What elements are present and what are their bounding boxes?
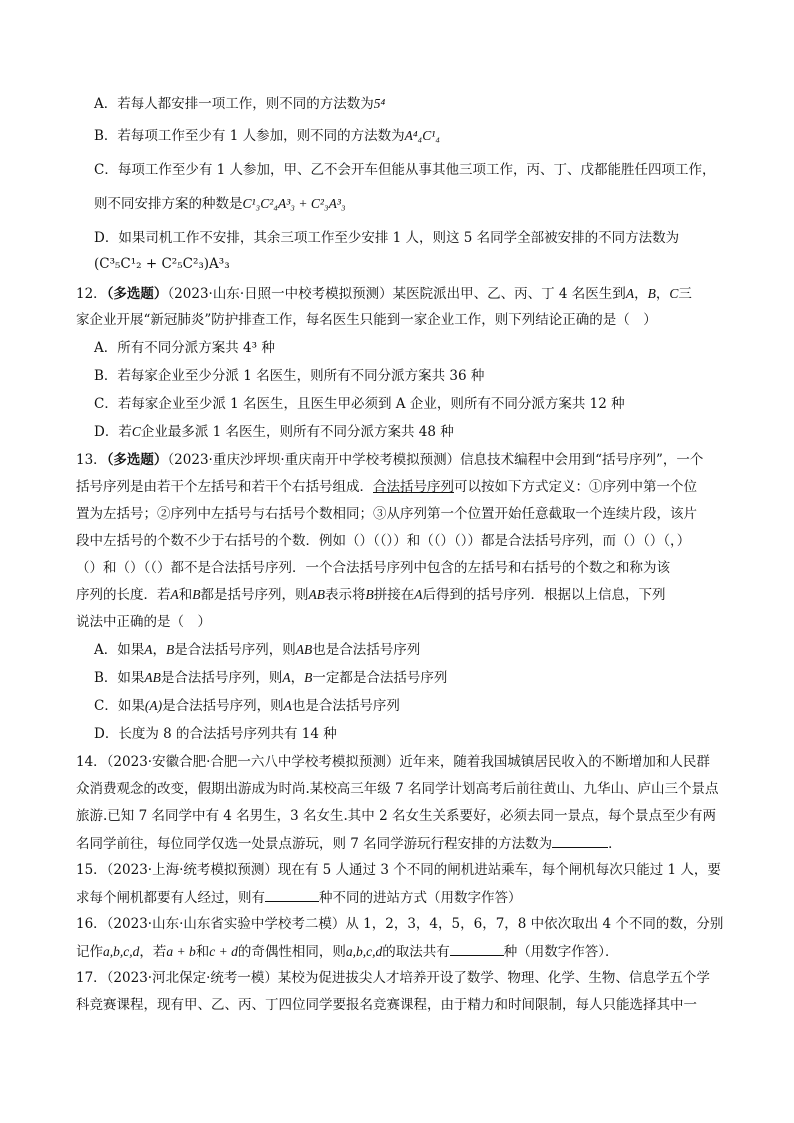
q13-option-a-post: 也是合法括号序列: [312, 642, 421, 658]
q11-option-b: [94, 126, 440, 146]
q14-line4: 名同学前往，每位同学仅选一处景点游玩，则 7 名同学游玩行程安排的方法数为 ．: [76, 833, 622, 854]
q12-option-d: [94, 422, 454, 442]
q12-text1-end: 三: [678, 286, 692, 302]
q13-option-b-m2: A: [282, 670, 291, 685]
q12-text1: （2023·山东·日照一中校考模拟预测）某医院派出甲、乙、丙、丁 4 名医生到: [167, 286, 626, 302]
q13-option-a: [94, 640, 420, 660]
q12-company-b: B: [647, 286, 656, 301]
q12-option-d-post: 企业最多派 1 名医生，则所有不同分派方案共 48 种: [140, 424, 454, 440]
q11-option-c-text: 则不同安排方案的种数是: [94, 196, 243, 212]
q13-text6-a: A: [170, 587, 179, 602]
q15-line2: [76, 887, 522, 908]
q11-option-c-math: C¹₃C²₄A³₃ + C²₃A³₃: [242, 196, 346, 211]
q12-company-c: C: [669, 286, 679, 301]
q16-line2-m2: a + b: [166, 944, 196, 959]
q16-line2-mid2: 和: [195, 944, 210, 960]
q13-option-d: D．长度为 8 的合法括号序列共有 14 种: [94, 726, 337, 742]
q13-text6-post: 后得到的括号序列．根据以上信息，下列: [422, 587, 666, 603]
q13-text2-underlined: 合法括号序列: [373, 479, 454, 495]
q13-option-a-comma: ，: [152, 642, 166, 658]
q13-option-c-pre: C．如果: [94, 698, 145, 714]
q13-option-a-m1: A: [144, 642, 153, 657]
q16-line2-mid3: 的奇偶性相同，则: [237, 944, 346, 960]
q13-text2-pre: 括号序列是由若干个左括号和若干个右括号组成．: [76, 479, 373, 495]
q15-line2-post: 种不同的进站方式（用数字作答）: [319, 890, 522, 906]
q13-option-b-m1: AB: [144, 670, 161, 685]
q12-comma2: ，: [655, 286, 670, 302]
q11-option-c-line2: [94, 194, 346, 214]
q16-line2-pre: 记作: [76, 944, 103, 960]
q13-text6-b2: B: [365, 587, 374, 602]
q13-option-a-m2: B: [166, 642, 175, 657]
q12-option-b: B．若每家企业至少分派 1 名医生，则所有不同分派方案共 36 种: [94, 368, 485, 384]
q16-line2-m1: a,b,c,d: [103, 944, 140, 959]
q11-option-a: [94, 94, 385, 114]
q12-option-d-pre: D．若: [94, 424, 132, 440]
q11-option-d-line1: D．如果司机工作不安排，其余三项工作至少安排 1 人，则这 5 名同学全部被安排的不同方法数为: [94, 230, 680, 246]
q13-option-a-pre: A．如果: [94, 642, 145, 658]
q13-option-a-mid: 是合法括号序列，则: [174, 642, 296, 658]
q16-line2-m3: c + d: [209, 944, 238, 959]
q13-stem-line3: 置为左括号；②序列中左括号与右括号个数相同；③从序列第一个位置开始任意截取一个连续片段，该片: [76, 506, 697, 522]
q11-option-a-text: A．若每人都安排一项工作，则不同的方法数为: [94, 96, 374, 112]
q13-stem-line6: [76, 585, 666, 605]
q13-text6-mid4: 拼接在: [373, 587, 415, 603]
q13-text6-mid1: 和: [178, 587, 193, 603]
q17-line2: 科竞赛课程，现有甲、乙、丙、丁四位同学要报名竞赛课程，由于精力和时间限制，每人只能选择其中一: [76, 997, 697, 1013]
q13-option-a-m3: AB: [295, 642, 313, 657]
answer-blank[interactable]: [450, 941, 504, 956]
q13-option-b-m3: B: [304, 670, 313, 685]
q11-option-b-text: B．若每项工作至少有 1 人参加，则不同的方法数为: [94, 128, 405, 144]
q13-option-c-mid: 是合法括号序列，则: [162, 698, 284, 714]
q16-line2-m4: a,b,c,d: [345, 944, 383, 959]
q14-line1: 14．（2023·安徽合肥·合肥一六八中学校考模拟预测）近年来，随着我国城镇居民收入的不断增加和人民群: [76, 754, 710, 770]
q17-line1: 17．（2023·河北保定·统考一模）某校为促进拔尖人才培养开设了数学、物理、化学、生物、信息学五个学: [76, 970, 710, 986]
q13-text6-ab: AB: [308, 587, 325, 602]
q12-stem-line1: [76, 284, 692, 304]
answer-blank[interactable]: [265, 887, 319, 902]
q12-number: 12．: [76, 286, 107, 302]
q16-line2-mid1: ，若: [139, 944, 167, 960]
q13-text6-mid3: 表示将: [325, 587, 366, 603]
q13-tag: （多选题）: [106, 452, 168, 468]
q11-option-a-math: 5⁴: [373, 96, 386, 111]
q13-option-b-mid: 是合法括号序列，则: [160, 670, 283, 686]
q13-option-c-m1: (A): [144, 698, 163, 713]
q12-tag: （多选题）: [106, 286, 168, 302]
q15-line2-pre: 求每个闸机都要有人经过，则有: [76, 890, 265, 906]
q14-line2: 众消费观念的改变，假期出游成为时尚.某校高三年级 7 名同学计划高考后前往黄山、九华山、庐山三个景点: [76, 781, 719, 797]
q12-stem-line2: 家企业开展“新冠肺炎”防护排查工作，每名医生只能到一家企业工作，则下列结论正确的是（ ）: [76, 312, 657, 328]
q16-line2: [76, 941, 618, 962]
q13-option-b-comma: ，: [290, 670, 305, 686]
q13-option-b: [94, 668, 447, 688]
q13-stem-line4: 段中左括号的个数不少于右括号的个数．例如（）（（））和（（）（））都是合法括号序列，而（）（）（，）: [76, 533, 691, 549]
q11-option-d-math: (C³₅C¹₂ + C²₅C²₃)A³₃: [94, 256, 230, 272]
q13-text6-a2: A: [414, 587, 423, 602]
q12-company-a: A: [625, 286, 635, 301]
q16-line1: 16．（2023·山东·山东省实验中学校考二模）从 1，2，3，4，5，6，7，8 中依次取出 4 个不同的数，分别: [76, 916, 724, 932]
q12-option-c: C．若每家企业至少派 1 名医生，且医生甲必须到 A 企业，则所有不同分派方案共 12 种: [94, 396, 625, 412]
q12-comma1: ，: [634, 286, 648, 302]
q13-option-b-pre: B．如果: [94, 670, 145, 686]
q13-option-c-m2: A: [283, 698, 292, 713]
q13-stem-line7: 说法中正确的是（ ）: [76, 614, 211, 630]
q12-option-d-math: C: [131, 424, 141, 439]
q11-option-b-math: A⁴₄C¹₄: [404, 128, 440, 143]
q13-stem-line5: （）和（）（（）都不是合法括号序列．一个合法括号序列中包含的左括号和右括号的个数之和称为该: [76, 560, 670, 576]
q13-text2-post: 可以按如下方式定义：①序列中第一个位: [454, 479, 697, 495]
q13-text6-pre: 序列的长度．若: [76, 587, 171, 603]
q11-option-c-line1: C．每项工作至少有 1 人参加，甲、乙不会开车但能从事其他三项工作，丙、丁、戊都能胜任四项工作，: [94, 162, 716, 178]
q13-option-c: [94, 696, 400, 716]
q13-text6-b: B: [192, 587, 201, 602]
q14-line4-text: 名同学前往，每位同学仅选一处景点游玩，则 7 名同学游玩行程安排的方法数为: [76, 836, 553, 852]
q13-stem-line1: [76, 450, 703, 470]
q13-text1: （2023·重庆沙坪坝·重庆南开中学校考模拟预测）信息技术编程中会用到“括号序列”，一个: [167, 452, 704, 468]
q16-line2-mid4: 的取法共有: [382, 944, 450, 960]
q16-line2-post: 种（用数字作答）．: [503, 944, 619, 960]
q13-text6-mid2: 都是括号序列，则: [200, 587, 309, 603]
q13-stem-line2: [76, 477, 697, 497]
q13-option-c-post: 也是合法括号序列: [291, 698, 400, 714]
q14-line3: 旅游.已知 7 名同学中有 4 名男生，3 名女生.其中 2 名女生关系要好，必须去同一景点，每个景点至少有两: [76, 808, 716, 824]
q13-option-b-post: 一定都是合法括号序列: [312, 670, 448, 686]
answer-blank[interactable]: [552, 833, 608, 848]
q15-line1: 15．（2023·上海·统考模拟预测）现在有 5 人通过 3 个不同的闸机进站乘车，每个闸机每次只能过 1 人，要: [76, 862, 721, 878]
q12-option-a: A．所有不同分派方案共 4³ 种: [94, 340, 275, 356]
q13-number: 13．: [76, 452, 107, 468]
